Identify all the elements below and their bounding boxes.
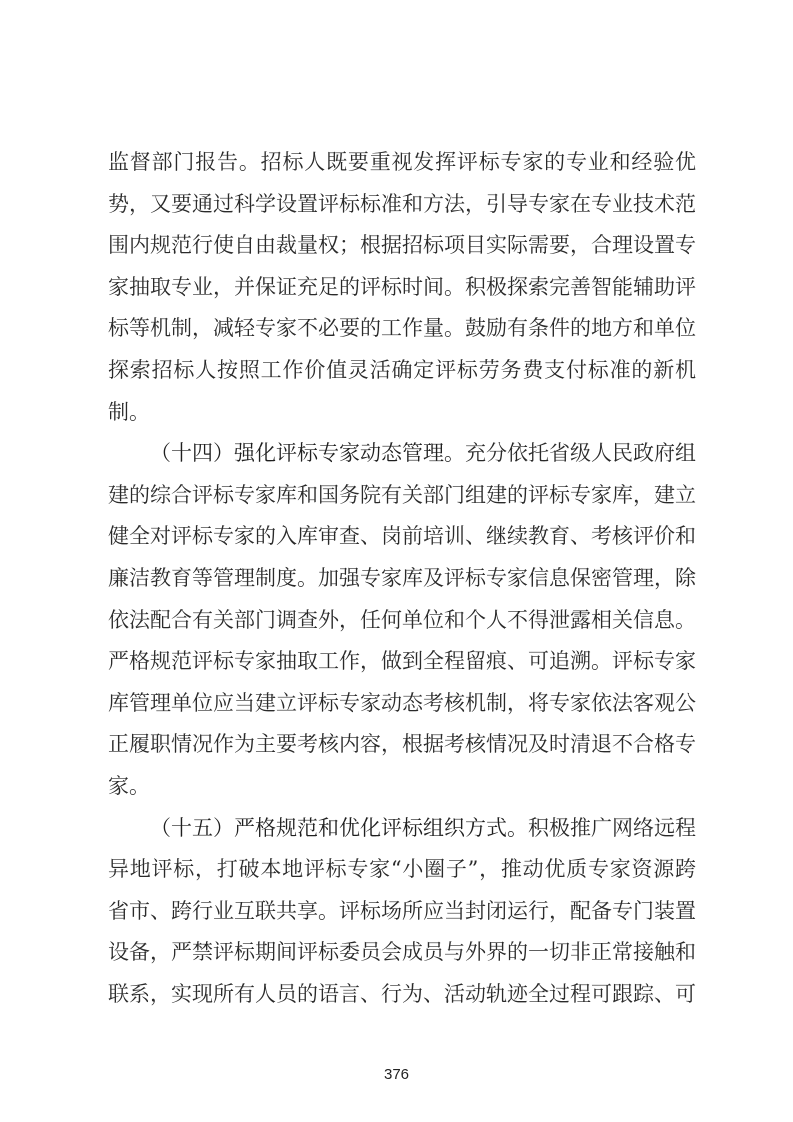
paragraph-continuation	[108, 142, 696, 433]
paragraph-text: 积极推广网络远程异地评标，打破本地评标专家“小圈子”，推动优质专家资源跨省市、跨行业互联共享。评标场所应当封闭运行，配备专门装置设备，严禁评标期间评标委员会成员与外界的一切非正常接触和联系，实现所有人员的语言、行为、活动轨迹全过程可跟踪、可	[108, 815, 696, 1006]
paragraph-text: 监督部门报告。招标人既要重视发挥评标专家的专业和经验优势，又要通过科学设置评标标准和方法，引导专家在专业技术范围内规范行使自由裁量权；根据招标项目实际需要，合理设置专家抽取专业，并保证充足的评标时间。积极探索完善智能辅助评标等机制，减轻专家不必要的工作量。鼓励有条件的地方和单位探索招标人按照工作价值灵活确定评标劳务费支付标准的新机制。	[108, 150, 696, 424]
section-heading: （十五）严格规范和优化评标组织方式。	[150, 815, 528, 840]
paragraph-section-14	[108, 433, 696, 807]
section-heading: （十四）强化评标专家动态管理。	[150, 441, 465, 466]
paragraph-section-15	[108, 808, 696, 1016]
page-number: 376	[383, 1066, 410, 1083]
paragraph-text: 充分依托省级人民政府组建的综合评标专家库和国务院有关部门组建的评标专家库，建立健全对评标专家的入库审查、岗前培训、继续教育、考核评价和廉洁教育等管理制度。加强专家库及评标专家信息保密管理，除依法配合有关部门调查外，任何单位和个人不得泄露相关信息。严格规范评标专家抽取工作，做到全程留痕、可追溯。评标专家库管理单位应当建立评标专家动态考核机制，将专家依法客观公正履职情况作为主要考核内容，根据考核情况及时清退不合格专家。	[108, 441, 696, 798]
body-text	[108, 142, 696, 1015]
